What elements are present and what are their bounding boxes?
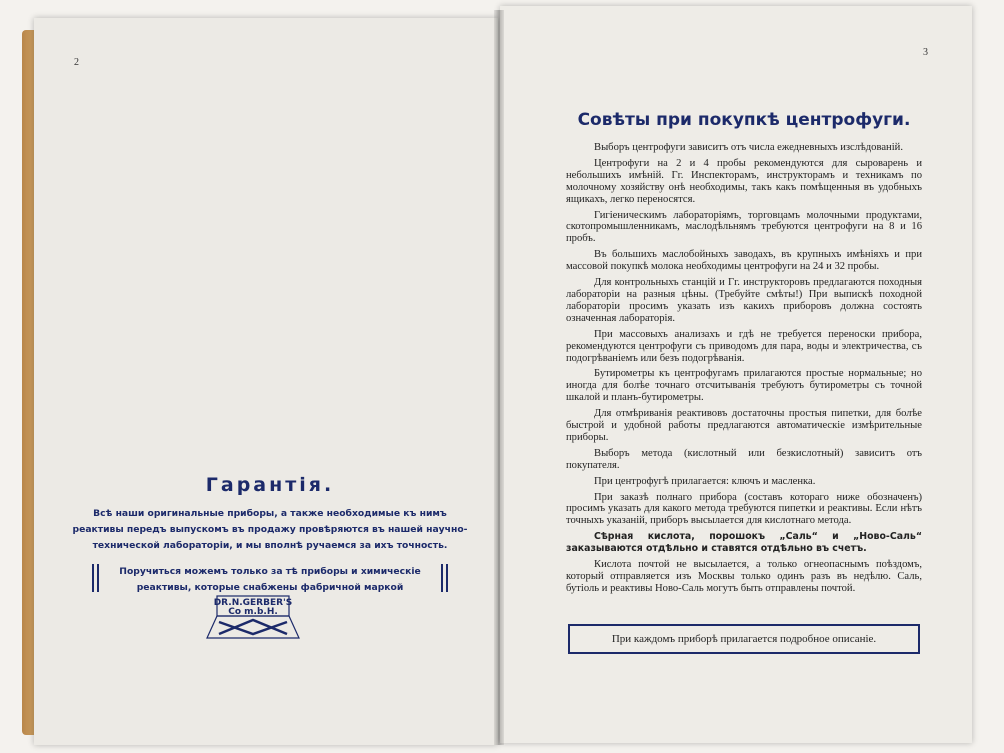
right-page-number: 3 — [923, 47, 928, 58]
guarantee-title: Гарантія. — [205, 474, 335, 496]
boxed-note: При каждомъ приборѣ прилагается подробное описаніе. — [568, 624, 920, 654]
advice-title: Совѣты при покупкѣ центрофуги. — [577, 110, 911, 130]
advice-paragraph: Гигіеническимъ лабораторіямъ, торговцамъ молочными продуктами, скотопромышленникамъ, маслодѣльнямъ требуются центрофуги на 8 и 16 пробъ. — [566, 209, 922, 245]
guarantee-text: Всѣ наши оригинальные приборы, а также необходимые къ нимъ реактивы передъ выпускомъ въ продажу провѣряются въ нашей научно-технической лабораторіи, и мы вполнѣ ручаемся за ихъ точность. — [72, 508, 468, 551]
advice-paragraph: Центрофуги на 2 и 4 пробы рекомендуются для сыроварень и небольшихъ имѣній. Гг. Инспекторамъ, инструкторамъ и техникамъ по молочному хозяйству онѣ необходимы, такъ какъ помѣщенныя въ удобныхъ ящикахъ, легко переносятся. — [566, 157, 922, 205]
advice-section — [566, 110, 922, 599]
advice-paragraph: Для контрольныхъ станцій и Гг. инструкторовъ предлагаются походныя лабораторіи на разныя цѣны. (Требуйте смѣты!) При выпискѣ походной лабораторіи просимъ указать изъ какихъ приборовъ должна состоять означенная лабораторія. — [566, 277, 922, 324]
guarantee-section — [70, 474, 470, 596]
advice-paragraph: Выборъ центрофуги зависитъ отъ числа ежедневныхъ изслѣдованій. — [594, 142, 903, 153]
book-gutter — [494, 10, 504, 745]
double-bar-right-icon — [441, 564, 448, 592]
logo-line1: DR.N.GERBER'S — [213, 598, 293, 608]
gerber-logo — [205, 594, 301, 642]
advice-paragraph: При массовыхъ анализахъ и гдѣ не требуется переноски прибора, рекомендуются центрофуги съ приводомъ для пара, воды и электричества, съ подогрѣваніемъ или безъ подогрѣванія. — [566, 328, 922, 364]
advice-paragraph: Въ большихъ маслобойныхъ заводахъ, въ крупныхъ имѣніяхъ и при массовой покупкѣ молока необходимы центрофуги на 24 и 32 пробы. — [566, 249, 922, 273]
advice-paragraph: При центрофугѣ прилагается: ключъ и масленка. — [594, 475, 816, 487]
advice-paragraph: Бутирометры къ центрофугамъ прилагаются простые нормальные; но иногда для болѣе точнаго отсчитыванія требуютъ бутирометры съ точной шкалой и планъ-бутирометры. — [566, 368, 922, 404]
guarantee-note-text: Поручиться можемъ только за тѣ приборы и химическіе реактивы, которые снабжены фабричной маркой — [119, 566, 421, 593]
left-page-number: 2 — [74, 57, 79, 68]
advice-paragraph: При заказѣ полнаго прибора (составъ котораго ниже обозначенъ) просимъ указать для какого метода требуются пипетки и реактивы. Если нѣтъ точныхъ указаній, приборъ высылается для кислотнаго метода. — [566, 491, 922, 527]
last-paragraph: Кислота почтой не высылается, а только огнеопаснымъ поѣздомъ, который отправляется изъ Москвы только одинъ разъ въ недѣлю. Саль, бутіоль и реактивы Ново-Саль могутъ быть отправлены почтой. — [566, 559, 922, 594]
double-bar-left-icon — [92, 564, 99, 592]
guarantee-note — [70, 564, 470, 596]
advice-paragraph: Выборъ метода (кислотный или безкислотный) зависитъ отъ покупателя. — [566, 447, 922, 471]
logo-line2: Co m.b.H. — [228, 607, 278, 617]
bold-paragraph: Сѣрная кислота, порошокъ „Саль“ и „Ново-Саль“ заказываются отдѣльно и ставятся отдѣльно въ счетъ. — [566, 531, 922, 555]
advice-paragraph: Для отмѣриванія реактивовъ достаточны простыя пипетки, для болѣе быстрой и удобной работы предлагаются автоматическіе измѣрительные приборы. — [566, 408, 922, 443]
